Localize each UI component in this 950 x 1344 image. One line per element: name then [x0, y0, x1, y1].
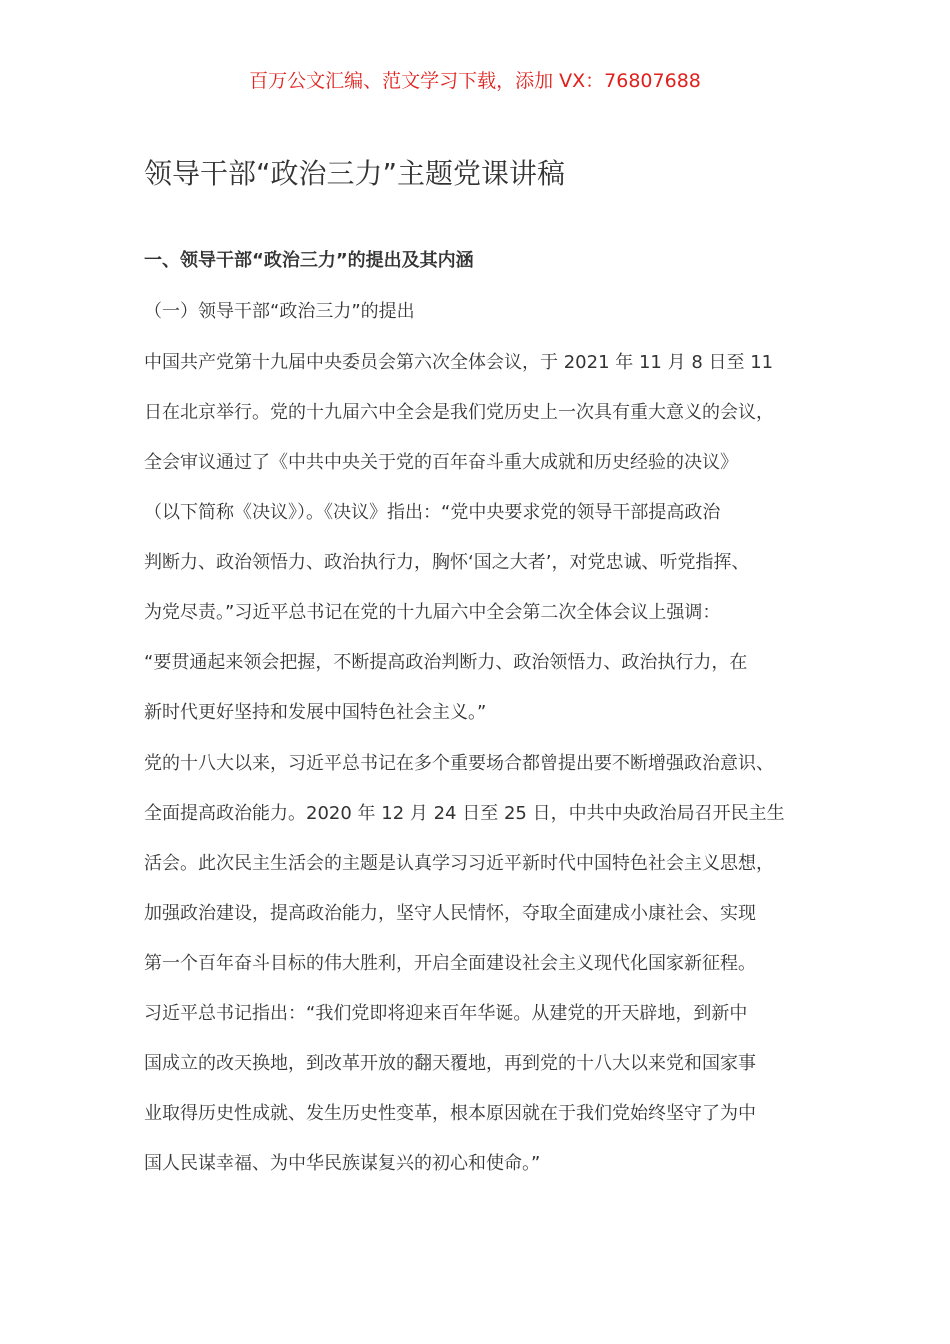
paragraph-line: 国人民谋幸福、为中华民族谋复兴的初心和使命。” — [144, 1153, 541, 1174]
paragraph-line: 党的十八大以来，习近平总书记在多个重要场合都曾提出要不断增强政治意识、 — [144, 753, 774, 774]
section-heading: 一、领导干部“政治三力”的提出及其内涵 — [144, 250, 474, 271]
document-title: 领导干部“政治三力”主题党课讲稿 — [144, 157, 566, 190]
paragraph-line: （以下简称《决议》）。《决议》指出：“党中央要求党的领导干部提高政治 — [144, 502, 721, 523]
paragraph-line: 加强政治建设，提高政治能力，坚守人民情怀，夺取全面建成小康社会、实现 — [144, 903, 756, 924]
paragraph-line: 日在北京举行。党的十九届六中全会是我们党历史上一次具有重大意义的会议， — [144, 402, 774, 423]
paragraph-line: 判断力、政治领悟力、政治执行力，胸怀‘国之大者’，对党忠诚、听党指挥、 — [144, 552, 750, 573]
paragraph-line: 为党尽责。”习近平总书记在党的十九届六中全会第二次全体会议上强调： — [144, 602, 721, 623]
paragraph-line: 新时代更好坚持和发展中国特色社会主义。” — [144, 702, 487, 723]
paragraph-line: 全面提高政治能力。2020 年 12 月 24 日至 25 日，中共中央政治局召开民主生 — [144, 803, 785, 824]
paragraph-line: 国成立的改天换地，到改革开放的翻天覆地，再到党的十八大以来党和国家事 — [144, 1053, 756, 1074]
paragraph-line: 习近平总书记指出：“我们党即将迎来百年华诞。从建党的开天辟地，到新中 — [144, 1003, 748, 1024]
paragraph-line: 第一个百年奋斗目标的伟大胜利，开启全面建设社会主义现代化国家新征程。 — [144, 953, 756, 974]
paragraph-1 — [144, 338, 812, 738]
paragraph-line: “要贯通起来领会把握，不断提高政治判断力、政治领悟力、政治执行力，在 — [144, 652, 748, 673]
paragraph-line: 全会审议通过了《中共中央关于党的百年奋斗重大成就和历史经验的决议》 — [144, 452, 738, 473]
subsection-heading: （一）领导干部“政治三力”的提出 — [144, 301, 415, 322]
paragraph-line: 中国共产党第十九届中央委员会第六次全体会议，于 2021 年 11 月 8 日至 11 — [144, 352, 774, 373]
paragraph-line: 业取得历史性成就、发生历史性变革，根本原因就在于我们党始终坚守了为中 — [144, 1103, 756, 1124]
watermark-banner: 百万公文汇编、范文学习下载，添加 VX：76807688 — [249, 70, 701, 92]
paragraph-2 — [144, 739, 812, 1189]
paragraph-line: 活会。此次民主生活会的主题是认真学习习近平新时代中国特色社会主义思想， — [144, 853, 774, 874]
